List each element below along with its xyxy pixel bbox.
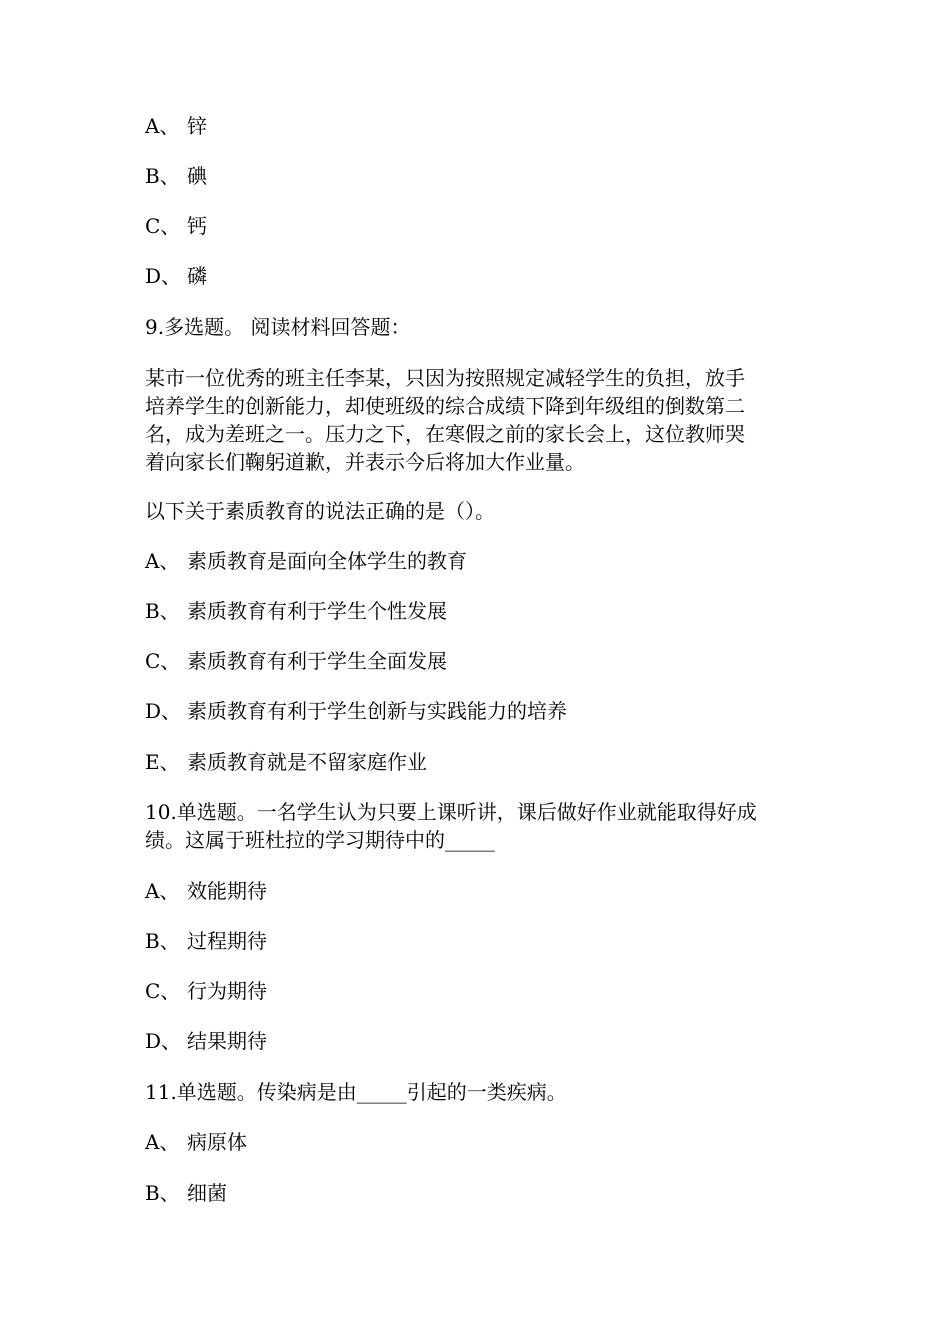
option-text: 病原体 (187, 1130, 247, 1154)
option-letter: A、 (145, 1130, 180, 1154)
question-header: 11.单选题。传染病是由_____引起的一类疾病。 (145, 1080, 567, 1104)
question-text: 以下关于素质教育的说法正确的是（）。 (145, 499, 495, 523)
option-letter: C、 (145, 979, 181, 1003)
option-letter: A、 (145, 114, 180, 138)
option-text: 钙 (187, 214, 207, 238)
option-letter: B、 (145, 599, 180, 623)
option-letter: D、 (145, 699, 182, 723)
option-text: 磷 (187, 264, 207, 288)
option-letter: C、 (145, 649, 181, 673)
option-text: 过程期待 (187, 929, 267, 953)
option-d (145, 263, 207, 289)
material-line: 名，成为差班之一。压力之下，在寒假之前的家长会上，这位教师哭 (145, 422, 745, 446)
option-letter: E、 (145, 750, 180, 774)
option-text: 结果期待 (187, 1029, 267, 1053)
question-header: 10.单选题。一名学生认为只要上课听讲，课后做好作业就能取得好成 (145, 800, 757, 824)
option-d (145, 698, 567, 724)
option-text: 素质教育是面向全体学生的教育 (187, 549, 467, 573)
option-a (145, 1129, 247, 1155)
option-a (145, 548, 467, 574)
option-text: 锌 (187, 114, 207, 138)
option-text: 素质教育有利于学生个性发展 (187, 599, 447, 623)
question-header-cont: 绩。这属于班杜拉的学习期待中的_____ (145, 828, 495, 852)
option-letter: C、 (145, 214, 181, 238)
option-letter: B、 (145, 164, 180, 188)
option-text: 素质教育有利于学生创新与实践能力的培养 (187, 699, 567, 723)
option-a (145, 113, 207, 139)
option-letter: A、 (145, 879, 180, 903)
option-letter: B、 (145, 1181, 180, 1205)
question-header: 9.多选题。 阅读材料回答题： (145, 315, 411, 339)
option-e (145, 749, 427, 775)
option-text: 行为期待 (187, 979, 267, 1003)
material-line: 着向家长们鞠躬道歉，并表示今后将加大作业量。 (145, 450, 585, 474)
option-c (145, 213, 207, 239)
material-line: 某市一位优秀的班主任李某，只因为按照规定减轻学生的负担，放手 (145, 366, 745, 390)
option-c (145, 648, 447, 674)
option-text: 效能期待 (187, 879, 267, 903)
option-letter: D、 (145, 264, 182, 288)
option-letter: B、 (145, 929, 180, 953)
option-letter: A、 (145, 549, 180, 573)
option-a (145, 878, 267, 904)
option-letter: D、 (145, 1029, 182, 1053)
option-b (145, 1180, 227, 1206)
option-c (145, 978, 267, 1004)
option-text: 细菌 (187, 1181, 227, 1205)
option-text: 素质教育有利于学生全面发展 (187, 649, 447, 673)
option-d (145, 1028, 267, 1054)
option-b (145, 163, 207, 189)
option-text: 素质教育就是不留家庭作业 (187, 750, 427, 774)
option-b (145, 598, 447, 624)
option-b (145, 928, 267, 954)
option-text: 碘 (187, 164, 207, 188)
material-line: 培养学生的创新能力，却使班级的综合成绩下降到年级组的倒数第二 (145, 394, 745, 418)
